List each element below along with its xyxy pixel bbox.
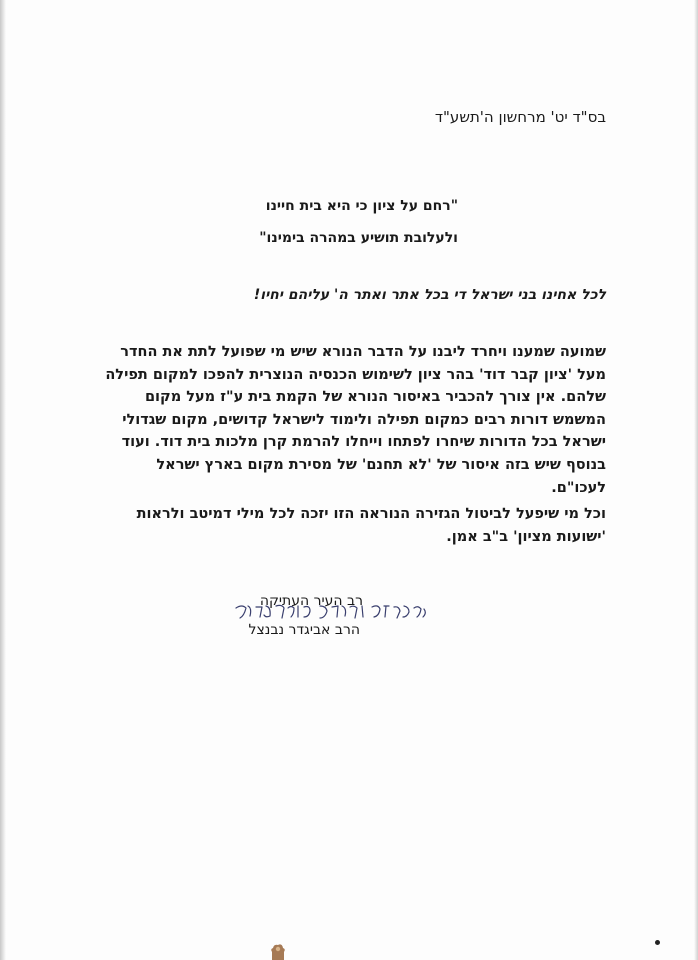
scan-edge-left [0, 0, 6, 960]
opening-quote-line-2: ולעלובת תושיע במהרה בימינו" [259, 230, 458, 246]
paragraph-line: ישראל בכל הדורות שיחרו לפתחו וייחלו להרמת קרן מלכות בית דוד. ועוד [121, 434, 606, 451]
signer-title: רב העיר העתיקה [259, 593, 363, 609]
paragraph-line: בנוסף שיש בזה איסור של 'לא תחנם' של מסירת מקום בארץ ישראל [156, 456, 606, 473]
letter-date: בס"ד יט' מרחשון ה'תשע"ד [434, 108, 606, 126]
paragraph-line: לעכו"ם. [551, 479, 606, 496]
body-paragraph-2 [106, 503, 606, 548]
paragraph-line: שמועה שמענו ויחרד ליבנו על הדבר הנורא שיש מי שפועל לתת את החדר [120, 344, 606, 360]
paragraph-line: שלהם. אין צורך להכביר באיסור הנורא של הקמת בית ע"ז מעל מקום [144, 389, 606, 406]
scan-stamp-mark [266, 940, 290, 960]
scan-speck [655, 940, 660, 945]
opening-quote-line-1: "רחם על ציון כי היא בית חיינו [265, 198, 458, 214]
paragraph-line: המשמש דורות רבים כמקום תפילה ולימוד לישראל קדושים, מקום שגדולי [122, 411, 606, 428]
paragraph-line: וכל מי שיפעל לביטול הגזירה הנוראה הזו יזכה לכל מילי דמיטב ולראות [136, 506, 606, 522]
body-paragraph-1 [106, 341, 606, 499]
letter-addressee: לכל אחינו בני ישראל די בכל אתר ואתר ה' עליהם יחיו! [253, 287, 606, 303]
scan-edge-right [694, 0, 698, 960]
signer-name: הרב אביגדר נבנצל [248, 622, 360, 638]
paragraph-line: 'ישועות מציון' ב"ב אמן. [446, 528, 606, 545]
paragraph-line: מעל 'ציון קבר דוד' בהר ציון לשימוש הכנסיה הנוצרית להפכו למקום תפילה [105, 366, 606, 383]
